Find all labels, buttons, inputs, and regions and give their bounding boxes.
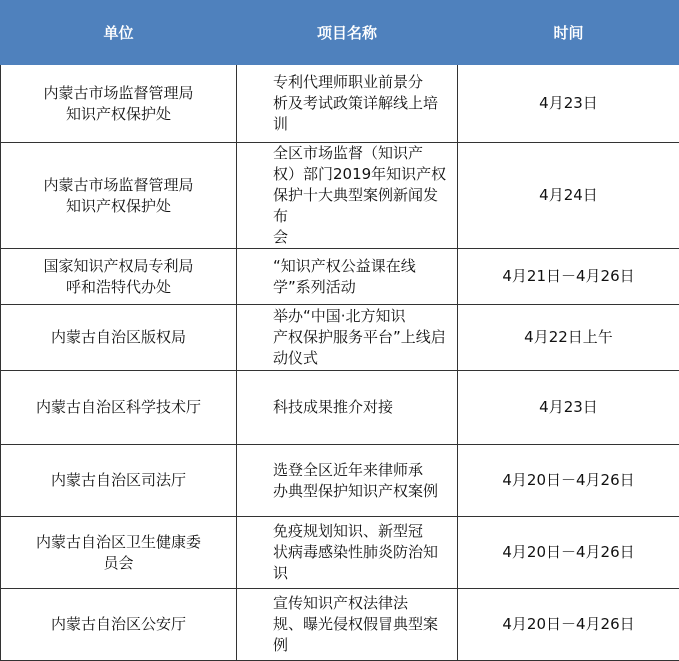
cell-unit: 内蒙古市场监督管理局 知识产权保护处 [1,143,237,249]
cell-project: 全区市场监督（知识产 权）部门2019年知识产权 保护十大典型案例新闻发布 会 [237,143,458,249]
cell-project: 宣传知识产权法律法 规、曝光侵权假冒典型案例 [237,589,458,661]
cell-unit: 内蒙古自治区科学技术厅 [1,371,237,445]
cell-time: 4月23日 [458,371,679,445]
table-row [1,249,679,305]
cell-project: 专利代理师职业前景分 析及考试政策详解线上培训 [237,65,458,143]
cell-time: 4月20日－4月26日 [458,445,679,517]
cell-time: 4月20日－4月26日 [458,589,679,661]
table-row [1,517,679,589]
header-unit: 单位 [1,1,237,65]
cell-unit: 内蒙古自治区公安厅 [1,589,237,661]
table-row [1,143,679,249]
cell-unit: 国家知识产权局专利局 呼和浩特代办处 [1,249,237,305]
cell-time: 4月23日 [458,65,679,143]
table-row [1,445,679,517]
cell-unit: 内蒙古自治区司法厅 [1,445,237,517]
cell-time: 4月24日 [458,143,679,249]
cell-time: 4月22日上午 [458,305,679,371]
header-row [1,1,679,65]
cell-project: 免疫规划知识、新型冠 状病毒感染性肺炎防治知识 [237,517,458,589]
cell-project: “知识产权公益课在线 学”系列活动 [237,249,458,305]
header-time: 时间 [458,1,679,65]
cell-project: 选登全区近年来律师承 办典型保护知识产权案例 [237,445,458,517]
table-row [1,589,679,661]
table-row [1,305,679,371]
header-project-name: 项目名称 [237,1,458,65]
table-body [1,65,679,661]
cell-time: 4月20日－4月26日 [458,517,679,589]
cell-unit: 内蒙古自治区版权局 [1,305,237,371]
cell-project: 科技成果推介对接 [237,371,458,445]
cell-unit: 内蒙古自治区卫生健康委 员会 [1,517,237,589]
table-row [1,65,679,143]
cell-time: 4月21日－4月26日 [458,249,679,305]
cell-unit: 内蒙古市场监督管理局 知识产权保护处 [1,65,237,143]
table-header [1,1,679,65]
table-row [1,371,679,445]
cell-project: 举办“中国·北方知识 产权保护服务平台”上线启 动仪式 [237,305,458,371]
